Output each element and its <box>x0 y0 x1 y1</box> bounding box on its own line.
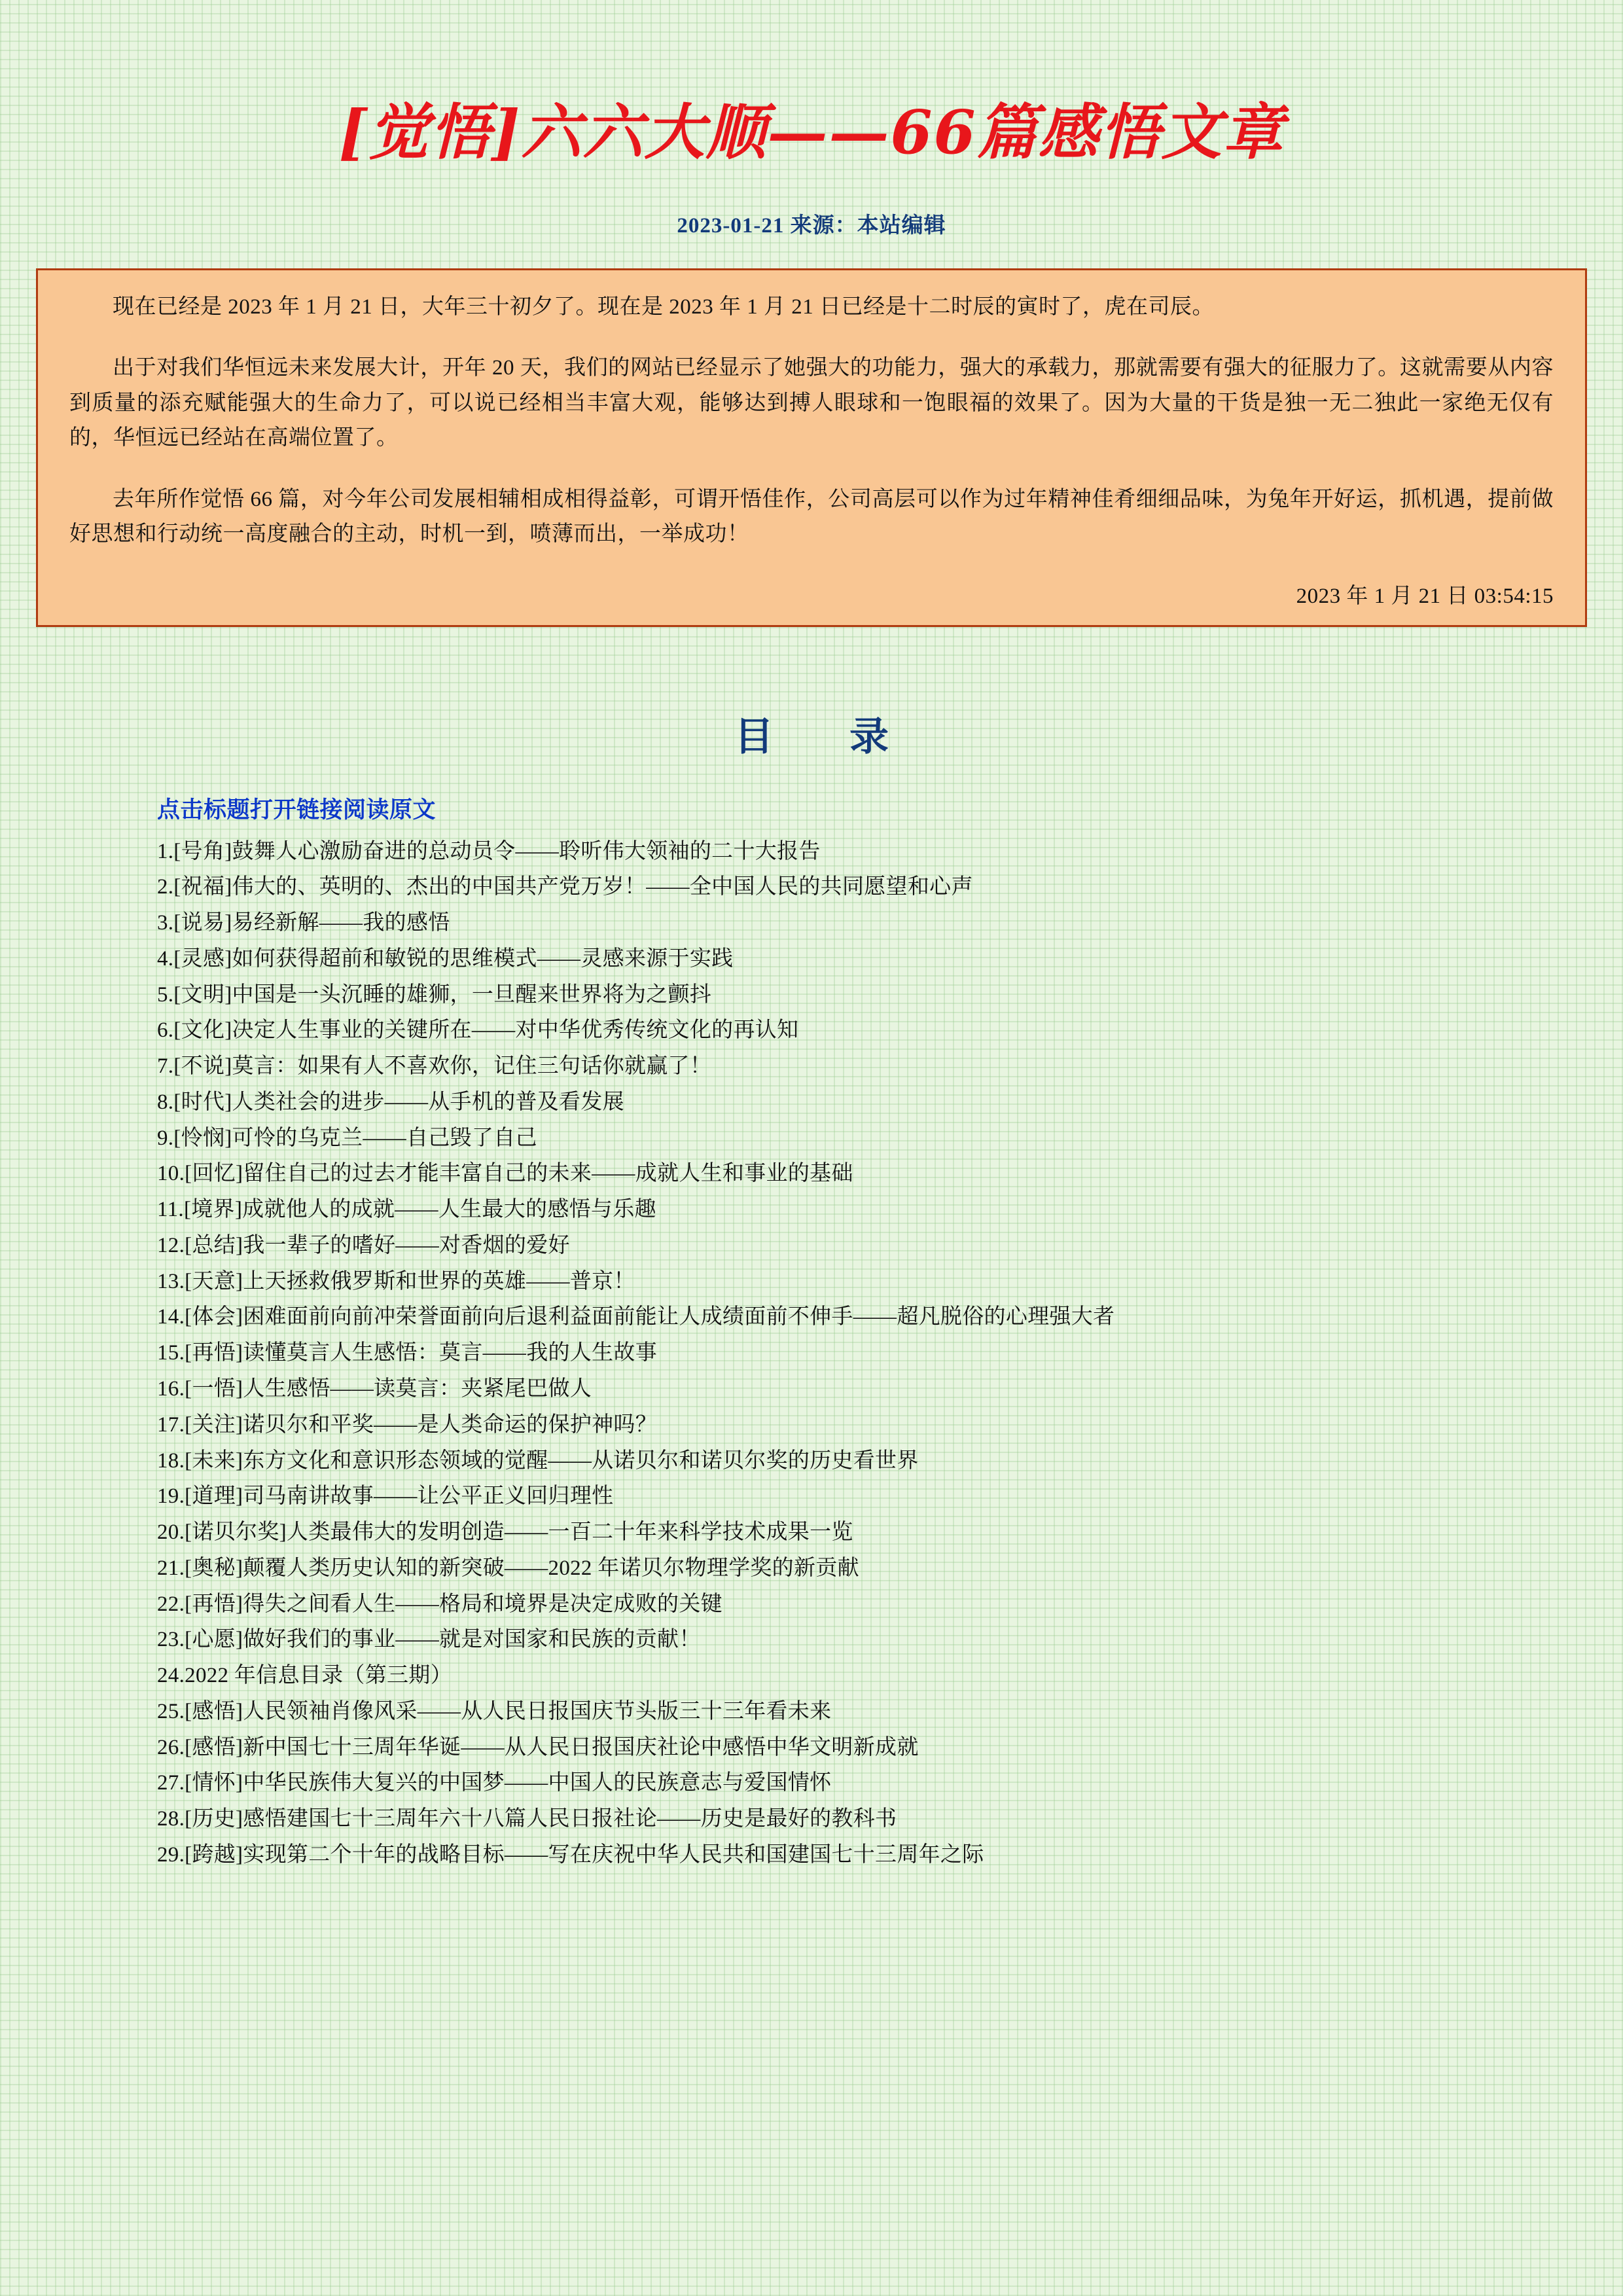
toc-item-number: 6. <box>157 1018 174 1043</box>
list-item[interactable] <box>157 1837 1587 1873</box>
list-item[interactable] <box>157 1515 1587 1551</box>
toc-item-number: 22. <box>157 1592 185 1616</box>
list-item[interactable] <box>157 1407 1587 1443</box>
toc-item-number: 27. <box>157 1771 185 1795</box>
toc-item-link[interactable]: [文化]决定人生事业的关键所在——对中华优秀传统文化的再认知 <box>173 1018 799 1043</box>
toc-item-number: 25. <box>157 1699 185 1723</box>
list-item[interactable] <box>157 1085 1587 1121</box>
notice-paragraph-3: 去年所作觉悟 66 篇，对今年公司发展相辅相成相得益彰，可谓开悟佳作，公司高层可以作为过年精神佳肴细细品味，为兔年开好运，抓机遇，提前做好思想和行动统一高度融合的主动，时机一到，喷薄而出，一举成功！ <box>69 487 1554 547</box>
toc-item-link[interactable]: [感悟]新中国七十三周年华诞——从人民日报国庆社论中感悟中华文明新成就 <box>185 1735 919 1759</box>
toc-item-number: 4. <box>157 946 174 971</box>
toc-item-number: 16. <box>157 1377 185 1401</box>
list-item[interactable] <box>157 1658 1587 1694</box>
toc-item-link[interactable]: [祝福]伟大的、英明的、杰出的中国共产党万岁！——全中国人民的共同愿望和心声 <box>173 875 973 899</box>
list-item[interactable] <box>157 1730 1587 1766</box>
notice-box <box>36 268 1587 627</box>
toc-item-link[interactable]: [道理]司马南讲故事——让公平正义回归理性 <box>185 1484 614 1509</box>
toc-item-link[interactable]: [回忆]留住自己的过去才能丰富自己的未来——成就人生和事业的基础 <box>185 1162 853 1186</box>
toc-item-link[interactable]: [不说]莫言：如果有人不喜欢你，记住三句话你就赢了！ <box>173 1054 712 1079</box>
list-item[interactable] <box>157 1013 1587 1049</box>
toc-item-number: 15. <box>157 1341 185 1365</box>
toc-item-number: 10. <box>157 1162 185 1186</box>
list-item[interactable] <box>157 1299 1587 1335</box>
toc-item-number: 11. <box>157 1198 184 1222</box>
toc-item-link[interactable]: [再悟]读懂莫言人生感悟：莫言——我的人生故事 <box>185 1341 658 1365</box>
toc-item-number: 28. <box>157 1807 185 1831</box>
list-item[interactable] <box>157 1156 1587 1192</box>
toc-item-number: 23. <box>157 1628 185 1652</box>
toc-item-link[interactable]: [时代]人类社会的进步——从手机的普及看发展 <box>173 1090 624 1114</box>
toc-item-number: 2. <box>157 875 174 899</box>
list-item[interactable] <box>157 1228 1587 1264</box>
toc-item-number: 19. <box>157 1484 185 1509</box>
page-title: [觉悟]六六大顺——66篇感悟文章 <box>338 97 1285 168</box>
toc-item-number: 1. <box>157 839 174 863</box>
toc-item-link[interactable]: [感悟]人民领袖肖像风采——从人民日报国庆节头版三十三年看未来 <box>185 1699 832 1723</box>
list-item[interactable] <box>157 869 1587 905</box>
toc-item-link[interactable]: [灵感]如何获得超前和敏锐的思维模式——灵感来源于实践 <box>173 946 734 971</box>
toc-item-link[interactable]: [天意]上天拯救俄罗斯和世界的英雄——普京！ <box>185 1269 635 1293</box>
list-item[interactable] <box>157 1264 1587 1300</box>
toc-heading: 目 录 <box>734 715 907 759</box>
toc-hint: 点击标题打开链接阅读原文 <box>157 797 437 823</box>
toc-item-number: 20. <box>157 1520 185 1545</box>
toc-item-number: 14. <box>157 1305 185 1329</box>
toc-item-number: 7. <box>157 1054 174 1079</box>
list-item[interactable] <box>157 1694 1587 1730</box>
toc-item-link[interactable]: [心愿]做好我们的事业——就是对国家和民族的贡献！ <box>185 1628 701 1652</box>
notice-timestamp: 2023 年 1 月 21 日 03:54:15 <box>1296 584 1554 608</box>
list-item[interactable] <box>157 1801 1587 1837</box>
toc-item-link[interactable]: [诺贝尔奖]人类最伟大的发明创造——一百二十年来科学技术成果一览 <box>185 1520 853 1545</box>
page-subtitle: 2023-01-21 来源：本站编辑 <box>677 213 946 238</box>
list-item[interactable] <box>157 1587 1587 1623</box>
list-item[interactable] <box>157 1622 1587 1658</box>
list-item[interactable] <box>157 977 1587 1013</box>
toc-item-link[interactable]: [一悟]人生感悟——读莫言：夹紧尾巴做人 <box>185 1377 592 1401</box>
toc-item-link[interactable]: [总结]我一辈子的嗜好——对香烟的爱好 <box>185 1233 570 1257</box>
toc-item-number: 18. <box>157 1448 185 1473</box>
toc-item-number: 29. <box>157 1842 185 1867</box>
toc-item-link[interactable]: [再悟]得失之间看人生——格局和境界是决定成败的关键 <box>185 1592 722 1616</box>
toc-item-number: 8. <box>157 1090 174 1114</box>
list-item[interactable] <box>157 1121 1587 1157</box>
notice-paragraph-1: 现在已经是 2023 年 1 月 21 日，大年三十初夕了。现在是 2023 年 1 月 21 日已经是十二时辰的寅时了，虎在司辰。 <box>113 295 1214 319</box>
list-item[interactable] <box>157 1371 1587 1407</box>
list-item[interactable] <box>157 1192 1587 1228</box>
list-item[interactable] <box>157 1551 1587 1587</box>
list-item[interactable] <box>157 1443 1587 1479</box>
toc-item-link[interactable]: [历史]感悟建国七十三周年六十八篇人民日报社论——历史是最好的教科书 <box>185 1807 897 1831</box>
toc-item-number: 12. <box>157 1233 185 1257</box>
toc-item-number: 17. <box>157 1412 185 1437</box>
toc-item-number: 9. <box>157 1126 174 1150</box>
notice-paragraph-2: 出于对我们华恒远未来发展大计，开年 20 天，我们的网站已经显示了她强大的功能力，强大的承载力，那就需要有强大的征服力了。这就需要从内容到质量的添充赋能强大的生命力了，可以说已经相当丰富大观，能够达到搏人眼球和一饱眼福的效果了。因为大量的干货是独一无二独此一家绝无仅有的，华恒远已经站在高端位置了。 <box>69 356 1554 450</box>
toc-item-link[interactable]: [号角]鼓舞人心激励奋进的总动员令——聆听伟大领袖的二十大报告 <box>173 839 821 863</box>
toc-item-link[interactable]: [关注]诺贝尔和平奖——是人类命运的保护神吗？ <box>185 1412 658 1437</box>
list-item[interactable] <box>157 1479 1587 1515</box>
list-item[interactable] <box>157 1765 1587 1801</box>
toc-item-link[interactable]: [体会]困难面前向前冲荣誉面前向后退利益面前能让人成绩面前不伸手——超凡脱俗的心理强大者 <box>185 1305 1115 1329</box>
list-item[interactable] <box>157 1335 1587 1371</box>
toc-list <box>36 825 1587 1873</box>
toc-item-link[interactable]: [说易]易经新解——我的感悟 <box>173 911 450 935</box>
list-item[interactable] <box>157 905 1587 941</box>
toc-item-link[interactable]: 2022 年信息目录（第三期） <box>185 1664 452 1688</box>
toc-item-link[interactable]: [奥秘]颠覆人类历史认知的新突破——2022 年诺贝尔物理学奖的新贡献 <box>185 1556 859 1580</box>
toc-item-link[interactable]: [跨越]实现第二个十年的战略目标——写在庆祝中华人民共和国建国七十三周年之际 <box>185 1842 984 1867</box>
toc-item-link[interactable]: [文明]中国是一头沉睡的雄狮，一旦醒来世界将为之颤抖 <box>173 982 712 1007</box>
toc-item-number: 24. <box>157 1664 185 1688</box>
toc-item-number: 21. <box>157 1556 185 1580</box>
toc-item-number: 3. <box>157 911 174 935</box>
toc-item-link[interactable]: [境界]成就他人的成就——人生最大的感悟与乐趣 <box>183 1198 656 1222</box>
toc-item-number: 13. <box>157 1269 185 1293</box>
toc-item-link[interactable]: [未来]东方文化和意识形态领域的觉醒——从诺贝尔和诺贝尔奖的历史看世界 <box>185 1448 919 1473</box>
toc-item-number: 5. <box>157 982 174 1007</box>
list-item[interactable] <box>157 941 1587 977</box>
toc-item-number: 26. <box>157 1735 185 1759</box>
list-item[interactable] <box>157 1049 1587 1085</box>
toc-item-link[interactable]: [怜悯]可怜的乌克兰——自己毁了自己 <box>173 1126 537 1150</box>
list-item[interactable] <box>157 834 1587 870</box>
toc-item-link[interactable]: [情怀]中华民族伟大复兴的中国梦——中国人的民族意志与爱国情怀 <box>185 1771 832 1795</box>
